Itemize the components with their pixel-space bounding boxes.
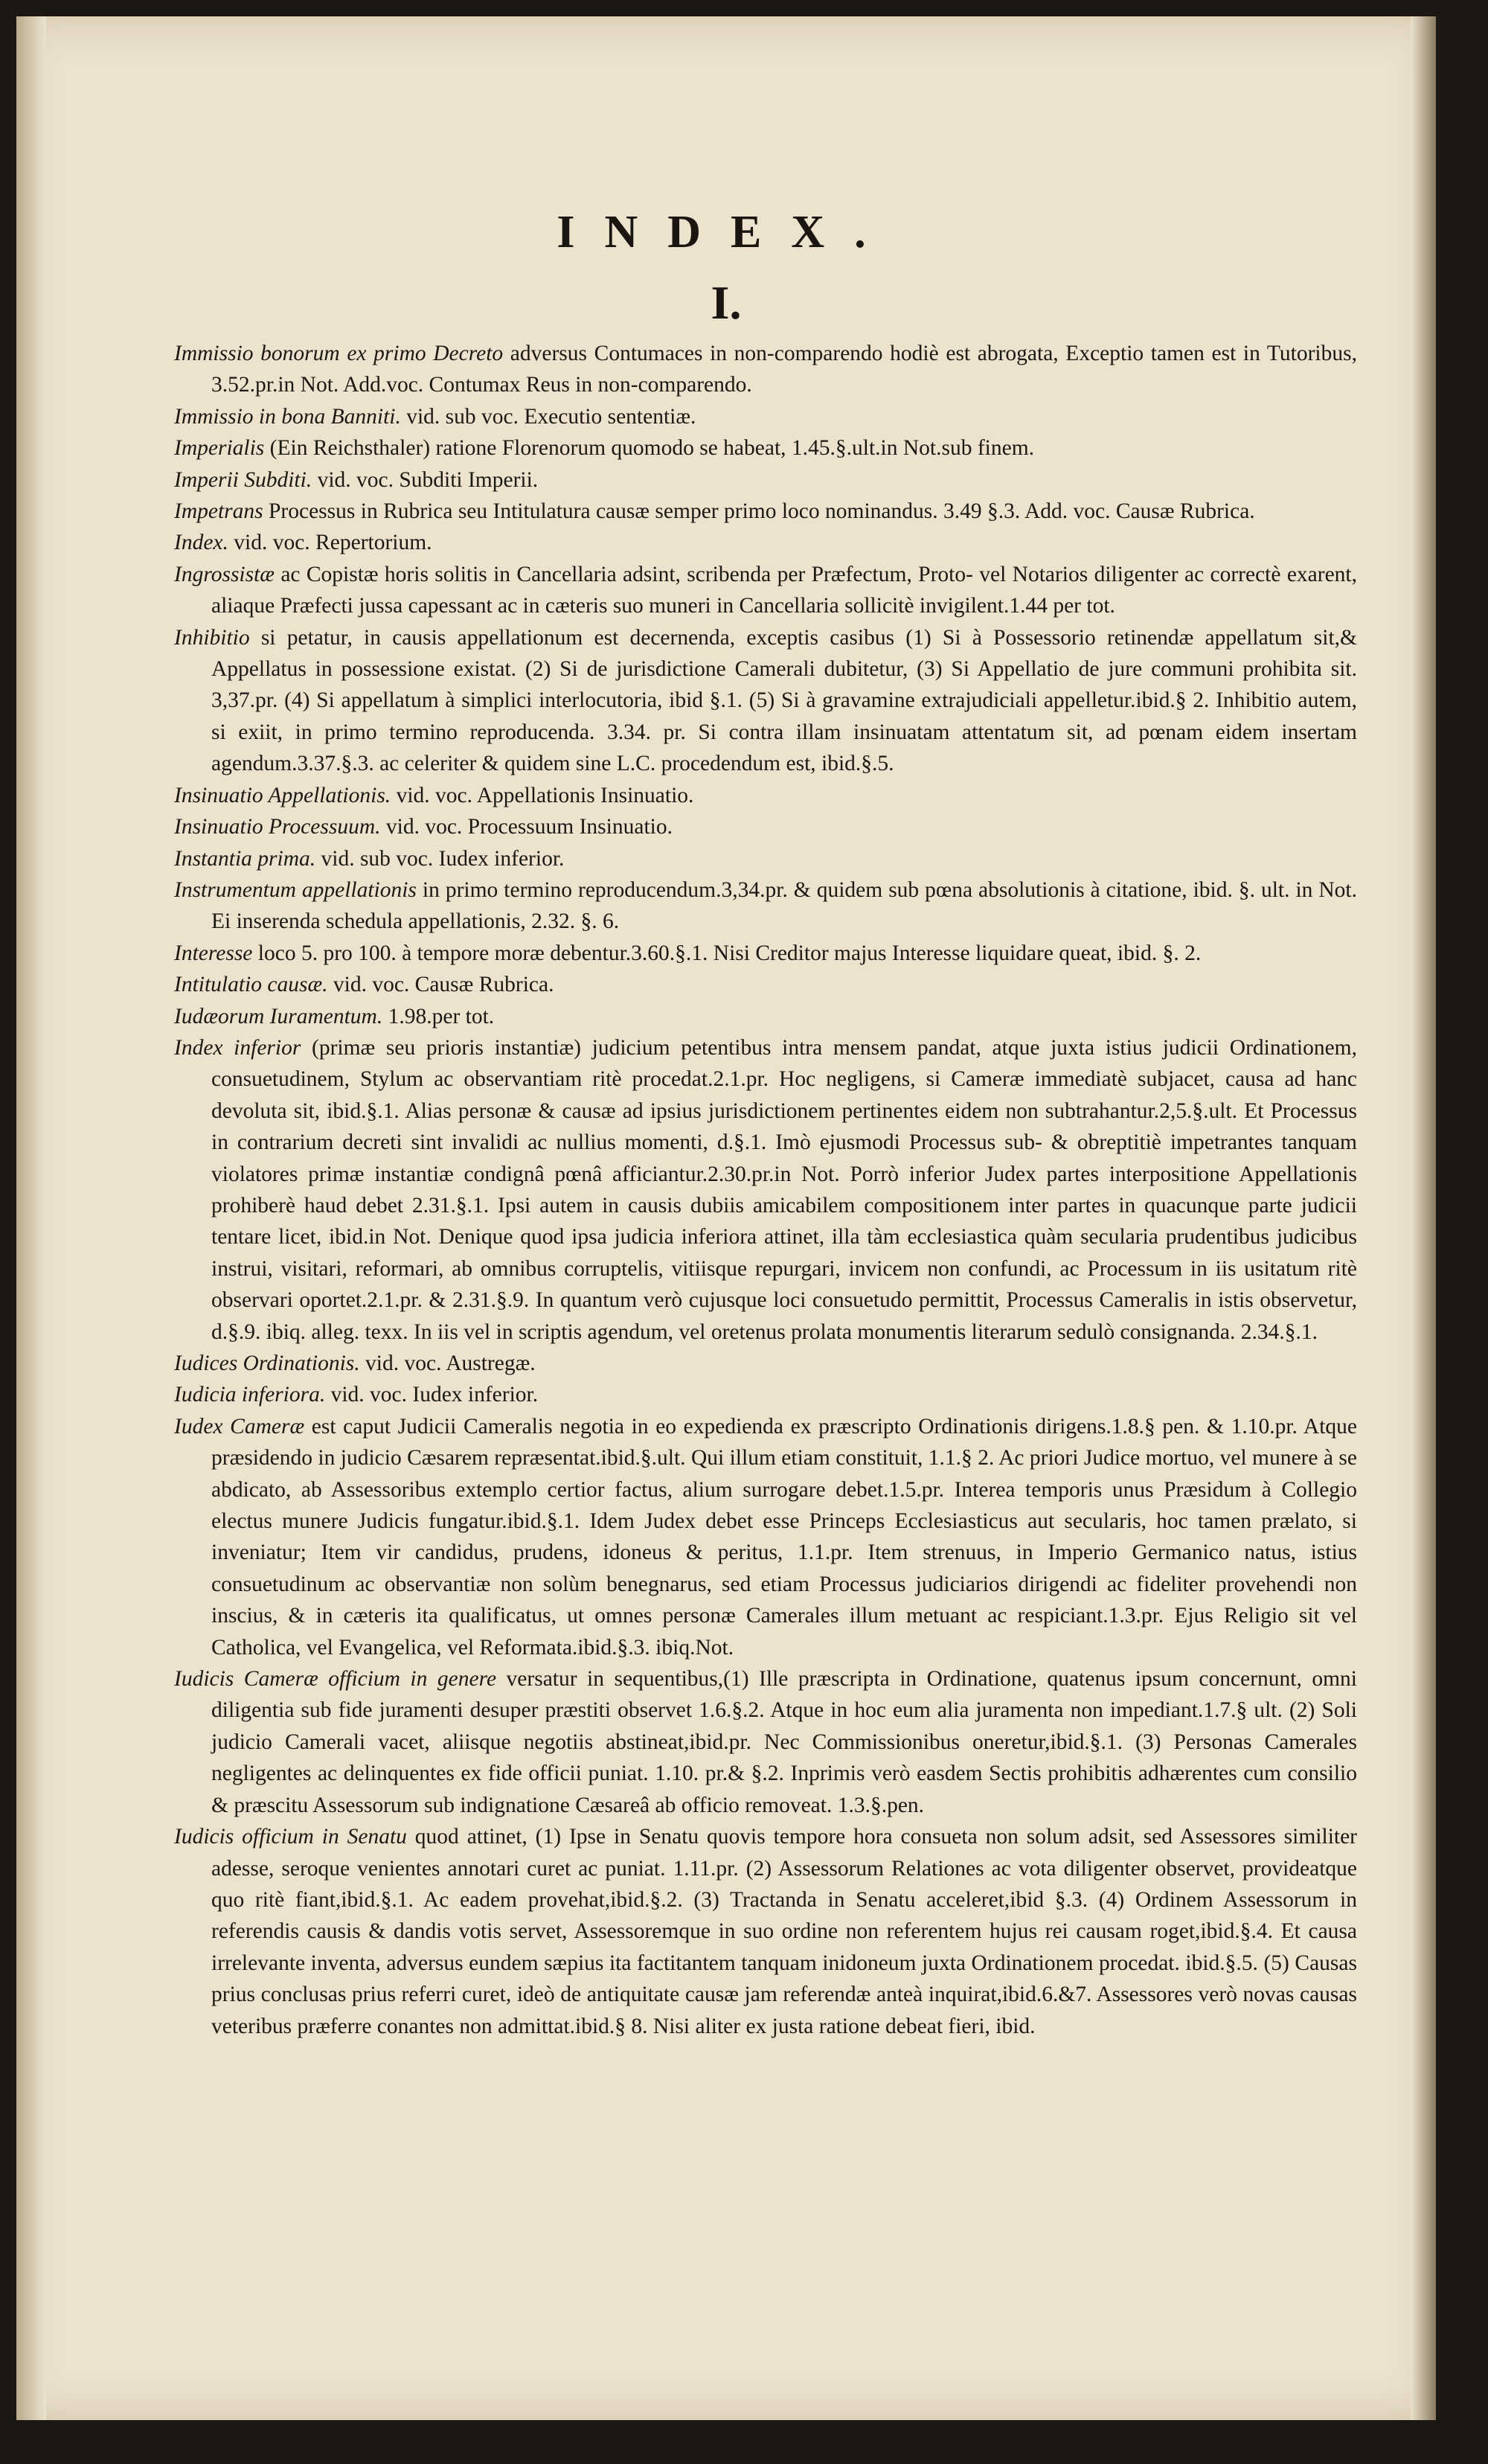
entry-head: Index.	[174, 531, 228, 555]
entry-head: Iudicia inferiora.	[174, 1383, 326, 1407]
entry-text: Processus in Rubrica seu Intitulatura causæ semper primo loco nominandus. 3.49 §.3. Add. voc. Causæ Rubrica.	[263, 499, 1255, 524]
index-entry	[174, 1663, 1357, 1821]
entry-head: Insinuatio Appellationis.	[174, 783, 391, 807]
index-entry	[174, 401, 1357, 432]
page-gutter	[16, 16, 46, 2420]
entry-head: Instrumentum appellationis	[174, 877, 417, 902]
index-entry	[174, 1379, 1357, 1410]
index-entry	[174, 938, 1357, 969]
entry-head: Ingrossistæ	[174, 562, 275, 586]
entry-text: vid. sub voc. Executio sententiæ.	[400, 404, 696, 429]
index-entry	[174, 1001, 1357, 1032]
index-entry	[174, 527, 1357, 558]
index-entry	[174, 1032, 1357, 1348]
page-title: INDEX.	[557, 207, 896, 257]
index-entry	[174, 969, 1357, 1000]
entry-text: est caput Judicii Cameralis negotia in eo expedienda ex præscripto Ordinationis dirigens.1.8.§ pen. & 1.10.pr. Atque præsidendo in judicio Cæsarem repræsentat.ibid.§.ult. Qui illum etiam constituit, 1.1.§ 2. Ac priori Judice mortuo, vel munere à se abdicato, ab Assessoribus extemplo certior factus, alium surrogare debet.1.5.pr. Interea temporis unus Præsidum à Collegio electus munere Judicis fungatur.ibid.§.1. Idem Judex debet esse Princeps Ecclesiasticus aut secularis, hoc tamen prælato, si inveniatur; Item vir candidus, prudens, idoneus & peritus, 1.1.pr. Item strenuus, in Imperio Germanico natus, istius consuetudinum ac observantiæ non solùm benegnarus, sed etiam Processus judiciarios dirigendi ac fideliter provehendi non inscius, & in cæteris ita qualificatus, ut omnes personæ Camerales illum metuant ac respiciant.1.3.pr. Ejus Religio sit vel Catholica, vel Evangelica, vel Reformata.ibid.§.3. ibiq.Not.	[211, 1414, 1357, 1660]
entry-head: Immissio bonorum ex primo Decreto	[174, 342, 504, 365]
entry-text: (Ein Reichsthaler) ratione Florenorum quomodo se habeat, 1.45.§.ult.in Not.sub finem.	[264, 436, 1035, 461]
index-entry	[174, 874, 1357, 938]
entry-text: 1.98.per tot.	[382, 1004, 495, 1028]
index-entry	[174, 464, 1357, 496]
entry-text: vid. voc. Appellationis Insinuatio.	[391, 783, 694, 807]
index-entries	[174, 338, 1357, 2042]
entry-text: vid. voc. Causæ Rubrica.	[327, 973, 554, 997]
index-entry	[174, 843, 1357, 874]
entry-head: Iudicis Cameræ officium in genere	[174, 1667, 497, 1692]
entry-head: Instantia prima.	[174, 846, 316, 871]
entry-text: vid. sub voc. Iudex inferior.	[315, 846, 565, 871]
index-entry	[174, 811, 1357, 842]
entry-text: vid. voc. Subditi Imperii.	[312, 467, 539, 492]
entry-head: Iudices Ordinationis.	[174, 1351, 360, 1375]
index-entry	[174, 559, 1357, 622]
entry-head: Index inferior	[174, 1035, 301, 1060]
index-entry	[174, 432, 1357, 464]
entry-text: loco 5. pro 100. à tempore moræ debentur.3.60.§.1. Nisi Creditor majus Interesse liquidare queat, ibid. §. 2.	[252, 941, 1202, 965]
index-entry	[174, 496, 1357, 527]
entry-head: Iudicis officium in Senatu	[174, 1825, 407, 1849]
entry-head: Iudæorum Iuramentum.	[174, 1004, 383, 1028]
index-entry	[174, 780, 1357, 811]
index-entry	[174, 1348, 1357, 1379]
entry-text: in primo termino reproducendum.3,34.pr. & quidem sub pœna absolutionis à citatione, ibid. §. ult. in Not. Ei inserenda schedula appellationis, 2.32. §. 6.	[211, 877, 1357, 934]
entry-text: (primæ seu prioris instantiæ) judicium petentibus intra mensem pandat, atque juxta istius judicii Ordinationem, consuetudinem, Stylum ac observantiam ritè procedat.2.1.pr. Hoc negligens, si Cameræ immediatè subjacet, causa ad hanc devoluta sit, ibid.§.1. Alias personæ & causæ ad ipsius jurisdictionem pertinentes eidem non subtrahantur.2,5.§.ult. Et Processus in contrarium decreti sint invalidi ac nullius momenti, d.§.1. Imò ejusmodi Processus sub- & obreptitiè impetrantes tanquam violatores primæ instantiæ condignâ pœnâ afficiantur.2.30.pr.in Not. Porrò inferior Judex partes interpositione Appellationis prohiberè haud debet 2.31.§.1. Ipsi autem in causis dubiis amicabilem compositionem inter partes in quacunque parte judicii tentare licet, ibid.in Not. Denique quod ipsa judicia inferiora attinet, illa tàm ecclesiastica quàm secularia prudentibus judicibus instrui, visitari, reformari, ab omnibus corruptelis, vitiisque repurgari, invicem non confundi, ac Processum in iis usitatum ritè observari oportet.2.1.pr. & 2.31.§.9. In quantum verò cujusque loci consuetudo permittit, Processus Cameralis in istis observetur, d.§.9. ibiq. alleg. texx. In iis vel in scriptis agendum, vel oretenus prolata monumentis literarum sedulò consignanda. 2.34.§.1.	[211, 1035, 1358, 1344]
entry-head: Iudex Cameræ	[174, 1414, 305, 1439]
section-letter: I.	[711, 276, 742, 329]
page-edge	[1411, 16, 1436, 2420]
entry-head: Imperii Subditi.	[174, 467, 312, 492]
entry-text: adversus Contumaces in non-comparendo hodiè est abrogata, Exceptio tamen est in Tutoribus, 3.52.pr.in Not. Add.voc. Contumax Reus in non-comparendo.	[211, 342, 1357, 397]
entry-text: ac Copistæ horis solitis in Cancellaria adsint, scribenda per Præfectum, Proto- vel Notarios diligenter ac correctè exarent, aliaque Præfecti jussa capessant ac in cæteris suo muneri in Cancellaria sollicitè invigilent.1.44 per tot.	[211, 562, 1357, 618]
entry-head: Impetrans	[174, 499, 263, 524]
entry-head: Insinuatio Processuum.	[174, 815, 381, 839]
index-entry	[174, 338, 1357, 401]
entry-text: si petatur, in causis appellationum est decernenda, exceptis casibus (1) Si à Possessorio retinendæ appellatum sit,& Appellatus in possessione existat. (2) Si de jurisdictione Camerali dubitetur, (3) Si Appellatio de jure communi prohibita sit. 3,37.pr. (4) Si appellatum à simplici interlocutoria, ibid §.1. (5) Si à gravamine extrajudiciali appelletur.ibid.§ 2. Inhibitio autem, si exiit, in primo termino reproducenda. 3.34. pr. Si contra illam insinuatam attentatum sit, ad pœnam eidem insertam agendum.3.37.§.3. ac celeriter & quidem sine L.C. procedendum est, ibid.§.5.	[211, 625, 1357, 776]
entry-text: quod attinet, (1) Ipse in Senatu quovis tempore hora consueta non solum adsit, sed Assessores similiter adesse, seroque venientes annotari curet ac puniat. 1.11.pr. (2) Assessorum Relationes ac vota diligenter observet, provideatque quo ritè fiant,ibid.§.1. Ac eadem provehat,ibid.§.2. (3) Tractanda in Senatu acceleret,ibid §.3. (4) Ordinem Assessorum in referendis causis & dandis votis servet, Assessoremque in suo ordine non referentem hujus rei causam roget,ibid.§.4. Et causa irrelevante inventa, adversus eundem sæpius ita factitantem tanquam inidoneum juxta Ordinationem procedat. ibid.§.5. (5) Causas prius conclusas prius referri curet, ideò de antiquitate causæ jam referendæ anteà inquirat,ibid.6.&7. Assessores verò novas causas veteribus præferre conantes non admittat.ibid.§ 8. Nisi aliter ex justa ratione debeat fieri, ibid.	[211, 1825, 1358, 2038]
entry-head: Intitulatio causæ.	[174, 973, 328, 997]
entry-text: vid. voc. Processuum Insinuatio.	[380, 815, 673, 839]
book-page	[16, 16, 1436, 2420]
entry-head: Imperialis	[174, 436, 265, 461]
index-entry	[174, 1411, 1357, 1663]
entry-text: vid. voc. Austregæ.	[359, 1351, 536, 1375]
entry-text: vid. voc. Repertorium.	[228, 531, 432, 555]
entry-text: vid. voc. Iudex inferior.	[325, 1383, 539, 1407]
index-entry	[174, 622, 1357, 780]
entry-head: Inhibitio	[174, 625, 250, 650]
entry-text: versatur in sequentibus,(1) Ille præscripta in Ordinatione, quatenus ipsum concernunt, omni diligentia sub fide juramenti desuper præstiti observet 1.6.§.2. Atque in hoc eum alia juramenta non impediant.1.7.§ ult. (2) Soli judicio Camerali vacet, aliisque negotiis abstineat,ibid.pr. Nec Commissionibus oneretur,ibid.§.1. (3) Personas Camerales negligentes ac delinquentes ex fide officii puniat. 1.10. pr.& §.2. Inprimis verò easdem Sectis prohibitis adhærentes cum consilio & præscitu Assessorum sub indignatione Cæsareâ ab officio removeat. 1.3.§.pen.	[211, 1667, 1357, 1817]
entry-head: Immissio in bona Banniti.	[174, 404, 401, 429]
index-entry	[174, 1821, 1357, 2042]
entry-head: Interesse	[174, 941, 253, 965]
